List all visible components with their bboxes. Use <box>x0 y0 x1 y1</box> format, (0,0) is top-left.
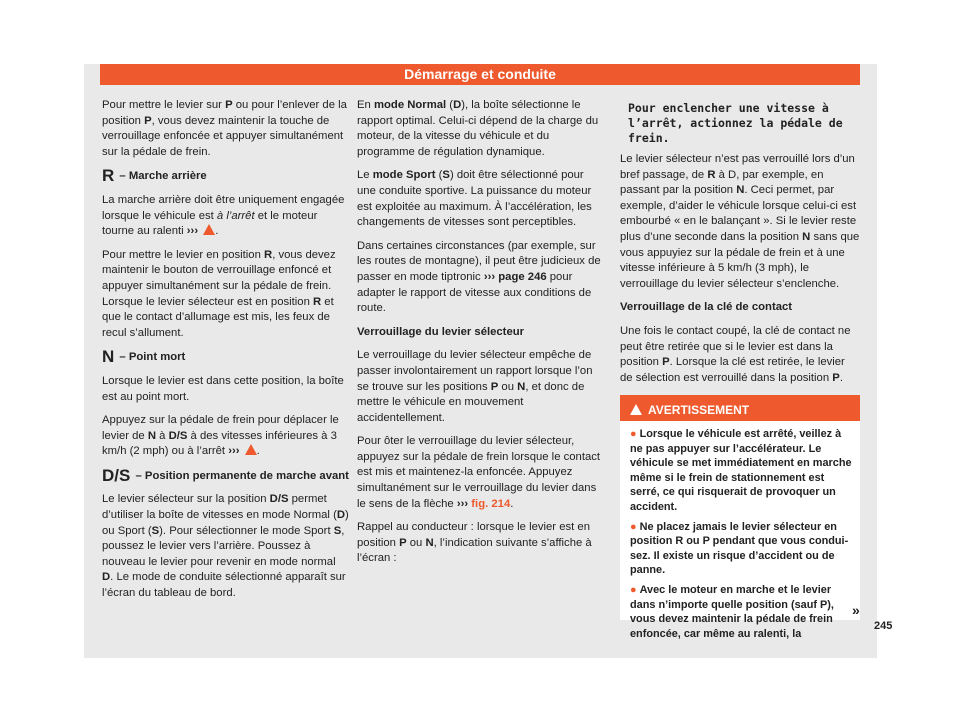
reverse-heading: R – Marche arrière <box>102 166 207 186</box>
key-lock-paragraph: Une fois le contact coupé, la clé de contact ne peut être retirée que si le levier est dans la position P. Lorsque la clé est retirée, le levier de sélection est verrouillé dans la position P. <box>620 324 851 384</box>
n-symbol: N <box>102 347 115 367</box>
warning-item: ● Ne placez jamais le levier sélecteur en position R ou P pendant que vous conduisez. Il existe un risque d’accident ou de panne. <box>630 520 849 577</box>
lever-lock-p2: Pour ôter le verrouillage du levier sélecteur, appuyez sur la pédale de frein lorsque le contact est mis et maintenez-la enfoncée. Appuyez simultanément sur le verrouillage du levier dans le sens de la flèche ››› fig. 214. <box>357 435 601 510</box>
neutral-p2: Appuyez sur la pédale de frein pour déplacer le levier de N à D/S à des vitesses inférieures à 3 km/h (2 mph) ou à l’arrêt ››› . <box>102 414 339 458</box>
reverse-p1: La marche arrière doit être uniquement engagée lorsque le véhicule est à l’arrêt et le moteur tourne au ralenti ››› . <box>102 193 345 238</box>
reverse-p2: Pour mettre le levier en position R, vous devez maintenir le bouton de verrouillage enfoncé et appuyer simultanément sur la pédale de frein. Lorsque le levier sélecteur est en position R et que le contact d’allumage est mis, les feux de recul s’allument. <box>102 248 336 339</box>
warning-triangle-icon <box>245 444 257 455</box>
warning-box <box>620 395 860 640</box>
drive-heading: D/S – Position permanente de marche avant <box>102 465 349 485</box>
intro-paragraph: Pour mettre le levier sur P ou pour l’enlever de la position P, vous devez maintenir la touche de verrouillage enfoncée et appuyer simultanément sur la pédale de frein. <box>102 99 347 158</box>
normal-mode-paragraph: En mode Normal (D), la boîte sélectionne le rapport optimal. Celui-ci dépend de la charge du moteur, de la vitesse du véhicule et du programme de régulation dynamique. <box>357 99 599 158</box>
reminder-paragraph: Rappel au conducteur : lorsque le levier est en position P ou N, l’indication suivante s’affiche à l’écran : <box>357 521 592 565</box>
sport-mode-paragraph: Le mode Sport (S) doit être sélectionné pour une conduite sportive. La puissance du moteur est exploitée au maximum. À l’accélération, les changements de vitesses sont perceptibles. <box>357 169 592 229</box>
display-message: Pour enclencher une vitesse à l’arrêt, actionnez la pédale de frein. <box>628 101 843 145</box>
page-link[interactable]: page 246 <box>498 270 547 283</box>
page-number: 245 <box>874 620 893 632</box>
warning-list <box>620 421 860 641</box>
page-header: Démarrage et conduite <box>100 64 860 85</box>
lever-lock-p1: Le verrouillage du levier sélecteur empêche de passer involontairement un rapport lorsque l’on se trouve sur les positions P ou N, et donc de mettre le véhicule en mouvement accidentellement. <box>357 349 593 424</box>
ds-symbol: D/S <box>102 465 131 485</box>
neutral-heading: N – Point mort <box>102 347 186 367</box>
column-2 <box>357 98 601 575</box>
no-lock-paragraph: Le levier sélecteur n’est pas verrouillé lors d’un bref passage, de R à D, par exemple, en passant par la position N. Ceci permet, par exemple, d’aider le véhicule lorsque celui-ci est embourbé « en le balançant ». Si le levier reste plus d’une seconde dans la position N sans que vous appuyiez sur la pédale de frein et à une vitesse inférieure à 5 km/h (3 mph), le verrouillage du levier sélecteur s’enclenche. <box>620 153 860 290</box>
continued-icon: » <box>852 602 860 618</box>
r-symbol: R <box>102 166 115 186</box>
column-3 <box>620 101 860 394</box>
warning-item: ● Lorsque le véhicule est arrêté, veillez à ne pas appuyer sur l’accélérateur. Le véhicule se met immédiatement en marche même si le frein de stationnement est serré, ce qui risquerait de provoquer un accident. <box>630 428 852 513</box>
neutral-p1: Lorsque le levier est dans cette position, la boîte est au point mort. <box>102 374 344 403</box>
warning-triangle-icon <box>630 404 642 415</box>
warning-item: ● Avec le moteur en marche et le levier dans n’importe quelle position (sauf P), vous devez maintenir la pédale de frein enfoncée, car même au ralenti, la <box>630 583 834 640</box>
warning-triangle-icon <box>203 224 215 235</box>
figure-link[interactable]: fig. 214 <box>471 497 511 510</box>
column-1 <box>102 98 350 610</box>
key-lock-heading: Verrouillage de la clé de contact <box>620 301 793 314</box>
warning-header: AVERTISSEMENT <box>620 399 860 421</box>
lever-lock-heading: Verrouillage du levier sélecteur <box>357 325 525 338</box>
drive-p1: Le levier sélecteur sur la position D/S permet d’utiliser la boîte de vitesses en mode Normal (D) ou Sport (S). Pour sélectionner le mode Sport S, poussez le levier vers l’arrière. Poussez à nouveau le levier pour revenir en mode normal D. Le mode de conduite sélectionné apparaît sur l’écran du tableau de bord. <box>102 493 349 600</box>
tiptronic-paragraph: Dans certaines circonstances (par exemple, sur les routes de montagne), il peut être judicieux de passer en mode tiptronic ››› page 246 pour adapter le rapport de vitesse aux conditions de route. <box>357 239 601 315</box>
